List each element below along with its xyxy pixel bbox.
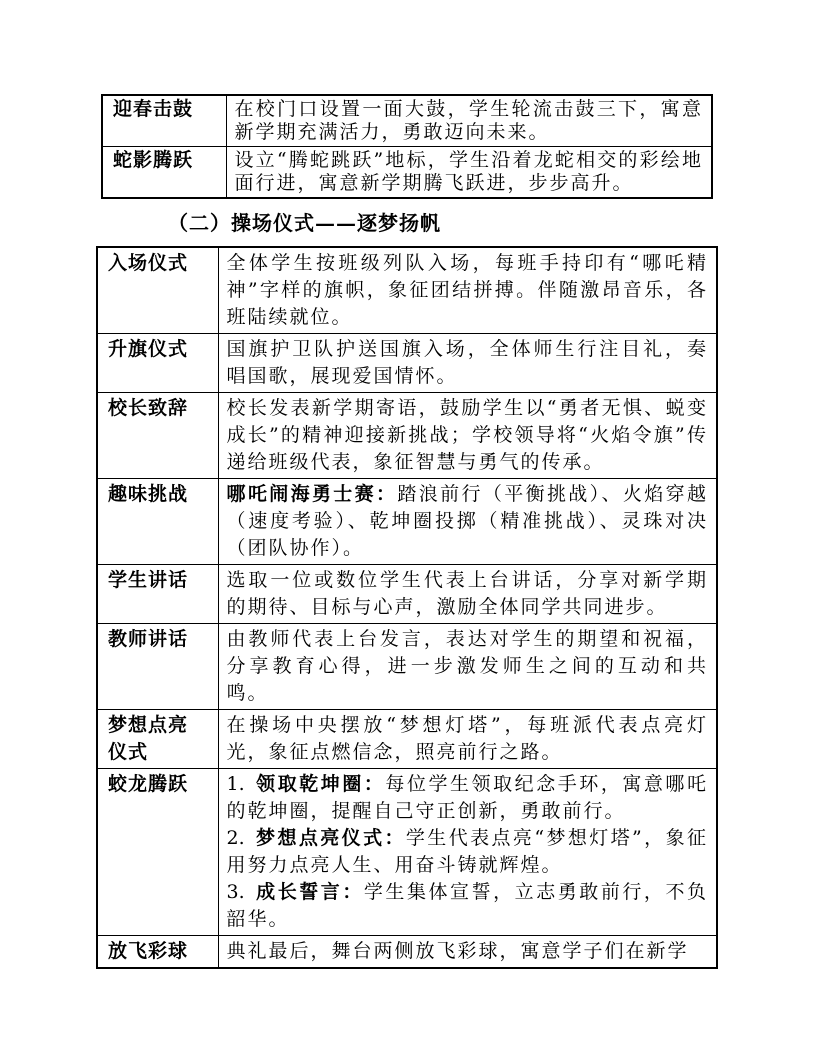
item-text: 学生代表点亮“梦想灯塔”，象征用努力点亮人生、用奋斗铸就辉煌。 — [226, 827, 708, 876]
playground-ceremony-table — [96, 246, 718, 969]
table-row — [97, 393, 717, 479]
row-desc-cell: 典礼最后，舞台两侧放飞彩球，寓意学子们在新学 — [218, 936, 717, 969]
table-row-clipped-by-page-break — [97, 936, 717, 969]
section-heading: （二）操场仪式——逐梦扬帆 — [168, 211, 441, 235]
bold-lead-in: 梦想点亮仪式： — [255, 827, 406, 849]
row-label-cell: 校长致辞 — [97, 393, 218, 479]
row-desc-cell: 选取一位或数位学生代表上台讲话，分享对新学期的期待、目标与心声，激励全体同学共同进步。 — [218, 565, 717, 624]
desc-text: 踏浪前行（平衡挑战）、火焰穿越（速度考验）、乾坤圈投掷（精准挑战）、灵珠对决（团队协作）。 — [226, 483, 708, 559]
numbered-item — [227, 825, 709, 879]
row-desc-cell: 国旗护卫队护送国旗入场，全体师生行注目礼，奏唱国歌，展现爱国情怀。 — [218, 334, 717, 393]
row-desc-cell: 设立“腾蛇跳跃”地标，学生沿着龙蛇相交的彩绘地面行进，寓意新学期腾飞跃进，步步高升。 — [226, 147, 712, 199]
row-desc-cell: 在校门口设置一面大鼓，学生轮流击鼓三下，寓意新学期充满活力，勇敢迈向未来。 — [226, 95, 712, 147]
numbered-item — [227, 879, 709, 933]
numbered-item — [227, 771, 709, 825]
row-desc-cell — [218, 769, 717, 936]
item-number: 3. — [226, 881, 245, 903]
table-row — [97, 479, 717, 565]
table-row — [97, 247, 717, 334]
item-text: 每位学生领取纪念手环，寓意哪吒的乾坤圈，提醒自己守正创新，勇敢前行。 — [226, 773, 708, 822]
row-label-cell: 入场仪式 — [97, 247, 218, 334]
row-desc-cell — [218, 479, 717, 565]
table-row — [97, 769, 717, 936]
bold-lead-in: 哪吒闹海勇士赛： — [226, 483, 398, 505]
row-label-cell: 蛇影腾跃 — [102, 147, 226, 199]
row-label-cell: 蛟龙腾跃 — [97, 769, 218, 936]
row-label-cell: 梦想点亮仪式 — [97, 710, 218, 769]
row-desc-cell: 在操场中央摆放“梦想灯塔”，每班派代表点亮灯光，象征点燃信念，照亮前行之路。 — [218, 710, 717, 769]
row-label-cell: 升旗仪式 — [97, 334, 218, 393]
table-row — [102, 95, 712, 147]
item-number: 2. — [226, 827, 245, 849]
bold-lead-in: 成长誓言： — [255, 881, 364, 903]
item-number: 1. — [226, 773, 245, 795]
bold-lead-in: 领取乾坤圈： — [255, 773, 386, 795]
table-row — [97, 710, 717, 769]
pre-ceremony-table — [101, 94, 713, 199]
row-label-cell: 趣味挑战 — [97, 479, 218, 565]
row-label-cell: 迎春击鼓 — [102, 95, 226, 147]
table-row — [97, 565, 717, 624]
row-label-cell: 放飞彩球 — [97, 936, 218, 969]
table-row — [97, 624, 717, 710]
row-desc-cell: 由教师代表上台发言，表达对学生的期望和祝福，分享教育心得，进一步激发师生之间的互动和共鸣。 — [218, 624, 717, 710]
table-row — [97, 334, 717, 393]
row-desc-cell: 校长发表新学期寄语，鼓励学生以“勇者无惧、蜕变成长”的精神迎接新挑战；学校领导将“火焰令旗”传递给班级代表，象征智慧与勇气的传承。 — [218, 393, 717, 479]
row-label-cell: 教师讲话 — [97, 624, 218, 710]
item-text: 学生集体宣誓，立志勇敢前行，不负韶华。 — [226, 881, 708, 930]
table-row — [102, 147, 712, 199]
row-desc-cell: 全体学生按班级列队入场，每班手持印有“哪吒精神”字样的旗帜，象征团结拼搏。伴随激昂音乐，各班陆续就位。 — [218, 247, 717, 334]
row-label-cell: 学生讲话 — [97, 565, 218, 624]
